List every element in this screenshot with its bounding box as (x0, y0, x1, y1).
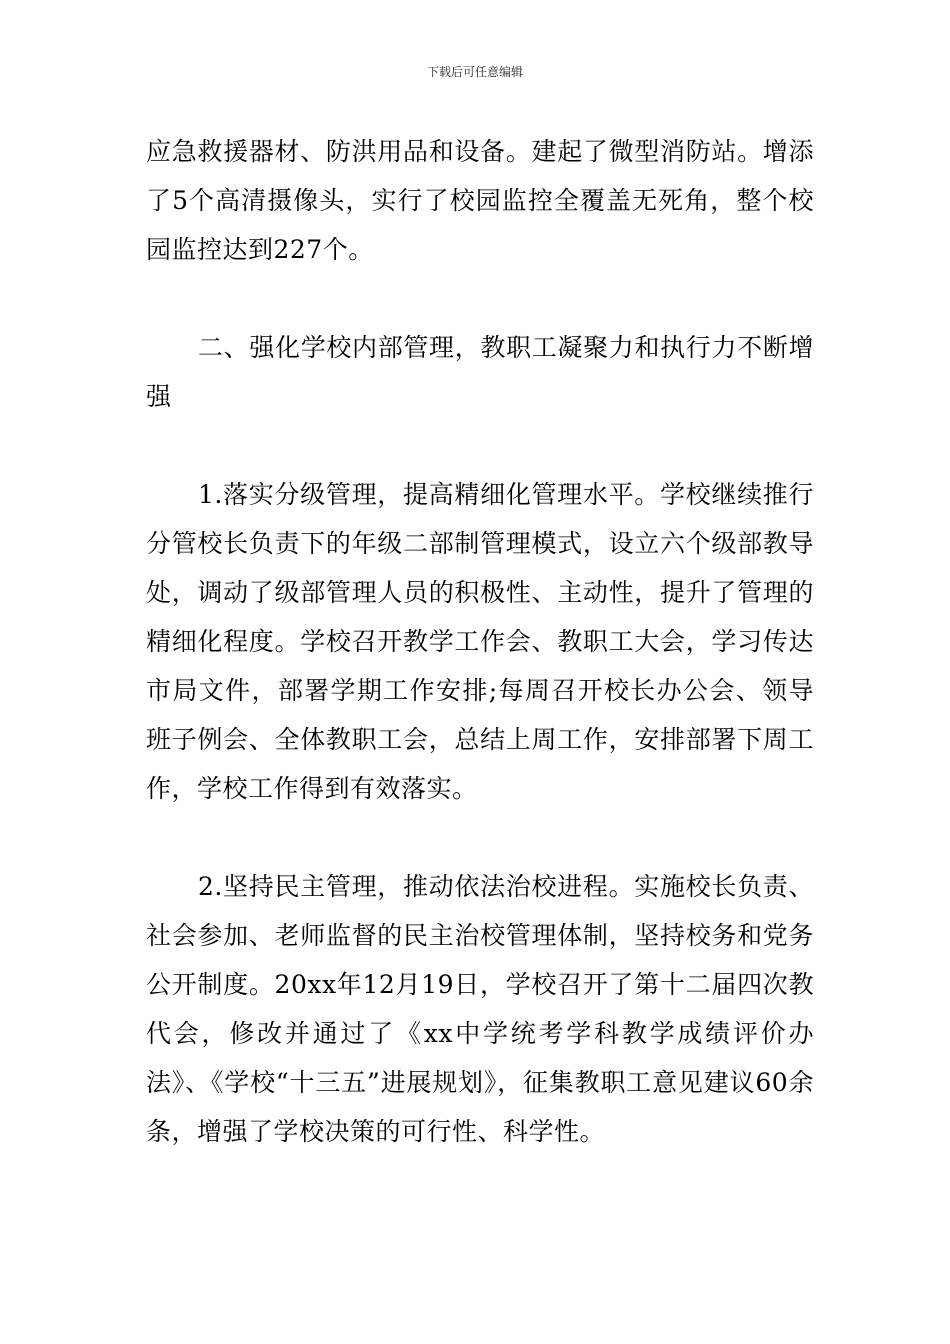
document-body (146, 127, 814, 1156)
paragraph-spacer (146, 274, 814, 323)
paragraph-item-1: 1.落实分级管理，提高精细化管理水平。学校继续推行分管校长负责下的年级二部制管理模式，设立六个级部教导处，调动了级部管理人员的积极性、主动性，提升了管理的精细化程度。学校召开教学工作会、教职工大会，学习传达市局文件，部署学期工作安排;每周召开校长办公会、领导班子例会、全体教职工会，总结上周工作，安排部署下周工作，学校工作得到有效落实。 (146, 480, 814, 803)
section-heading: 二、强化学校内部管理，教职工凝聚力和执行力不断增强 (146, 333, 814, 411)
paragraph-item-2: 2.坚持民主管理，推动依法治校进程。实施校长负责、社会参加、老师监督的民主治校管理体制，坚持校务和党务公开制度。20xx年12月19日，学校召开了第十二届四次教代会，修改并通过了《xx中学统考学科教学成绩评价办法》、《学校“十三五”进展规划》，征集教职工意见建议60余条，增强了学校决策的可行性、科学性。 (146, 872, 814, 1146)
page-header: 下载后可任意编辑 (426, 65, 523, 79)
paragraph-spacer (146, 813, 814, 862)
paragraph-spacer (146, 421, 814, 470)
paragraph-continuation: 应急救援器材、防洪用品和设备。建起了微型消防站。增添了5个高清摄像头，实行了校园监控全覆盖无死角，整个校园监控达到227个。 (146, 137, 814, 264)
